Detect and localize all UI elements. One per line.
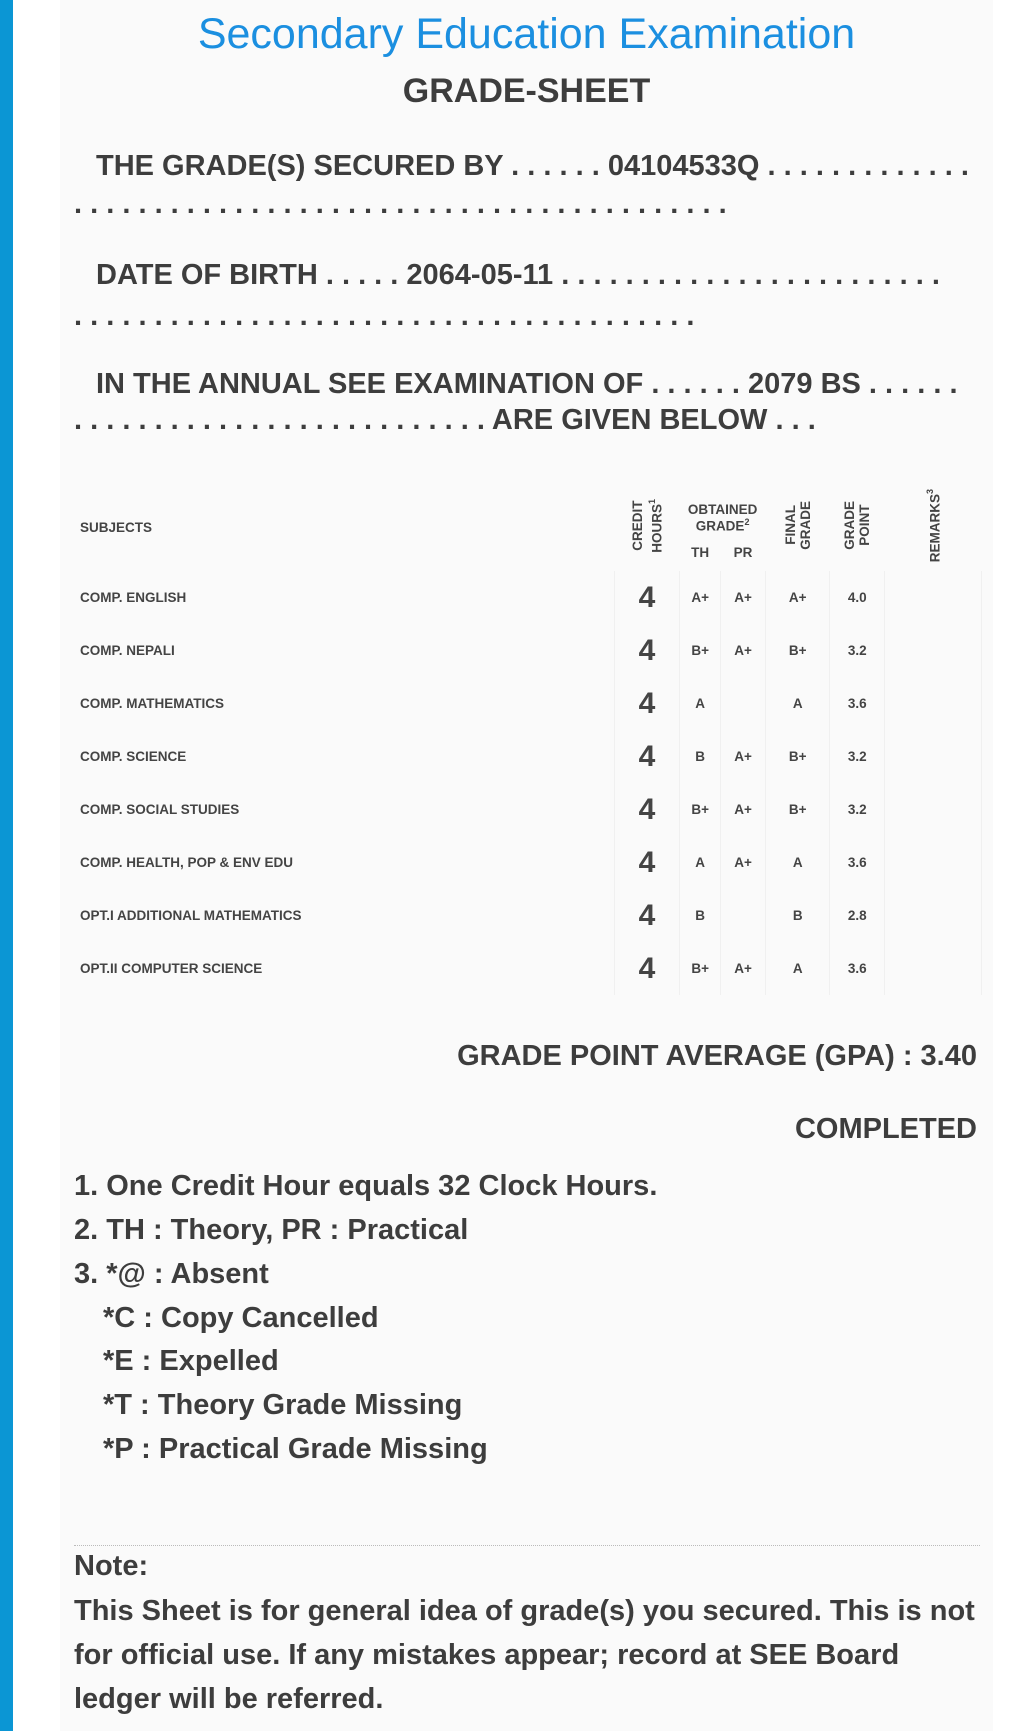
note-label: Note: bbox=[74, 1550, 149, 1582]
grade-point-cell: 3.2 bbox=[830, 730, 885, 783]
credit-hours-cell: 4 bbox=[614, 624, 680, 677]
header-th: TH bbox=[691, 544, 710, 560]
footnote: *T : Theory Grade Missing bbox=[103, 1389, 463, 1421]
footnote: *E : Expelled bbox=[103, 1345, 279, 1377]
header-obtained-grade: OBTAINED GRADE$^2$ bbox=[687, 501, 758, 533]
subject-cell: OPT.I ADDITIONAL MATHEMATICS bbox=[72, 889, 614, 942]
credit-hours-cell: 4 bbox=[614, 942, 680, 995]
header-remarks: REMARKS$^3$ bbox=[925, 488, 943, 563]
note-text: This Sheet is for general idea of grade(s) you secured. This is not for official use. If any mistakes appear; record at SEE Board ledger will be referred. bbox=[74, 1595, 975, 1715]
subject-cell: COMP. SOCIAL STUDIES bbox=[72, 783, 614, 836]
footnote: *P : Practical Grade Missing bbox=[103, 1433, 488, 1465]
exam-line: IN THE ANNUAL SEE EXAMINATION OF . . . . . . 2079 BS . . . . . . bbox=[96, 368, 958, 400]
dob-label: DATE OF BIRTH bbox=[96, 259, 318, 291]
credit-hours-cell: 4 bbox=[614, 836, 680, 889]
practical-grade-cell: A+ bbox=[721, 571, 766, 624]
divider bbox=[74, 1545, 980, 1546]
credit-hours-cell: 4 bbox=[614, 677, 680, 730]
theory-grade-cell: A bbox=[680, 677, 721, 730]
table-row bbox=[72, 624, 982, 677]
theory-grade-cell: A+ bbox=[680, 571, 721, 624]
grade-point-cell: 3.2 bbox=[830, 624, 885, 677]
grade-point-cell: 3.2 bbox=[830, 783, 885, 836]
theory-grade-cell: B bbox=[680, 730, 721, 783]
remarks-cell bbox=[885, 889, 982, 942]
final-grade-cell: A bbox=[765, 836, 829, 889]
footnote: 3. *@ : Absent bbox=[74, 1258, 269, 1290]
header-pr: PR bbox=[733, 544, 753, 560]
final-grade-cell: B bbox=[765, 889, 829, 942]
table-row bbox=[72, 889, 982, 942]
practical-grade-cell: A+ bbox=[721, 730, 766, 783]
remarks-cell bbox=[885, 730, 982, 783]
table-row bbox=[72, 942, 982, 995]
given-below: ARE GIVEN BELOW . . . bbox=[491, 404, 816, 436]
exam-year: 2079 BS bbox=[748, 368, 861, 400]
theory-grade-cell: B bbox=[680, 889, 721, 942]
theory-grade-cell: A bbox=[680, 836, 721, 889]
subject-cell: OPT.II COMPUTER SCIENCE bbox=[72, 942, 614, 995]
credit-hours-cell: 4 bbox=[614, 889, 680, 942]
final-grade-cell: B+ bbox=[765, 730, 829, 783]
gpa-summary: GRADE POINT AVERAGE (GPA) : 3.40 bbox=[457, 1040, 977, 1072]
final-grade-cell: A bbox=[765, 677, 829, 730]
subject-cell: COMP. ENGLISH bbox=[72, 571, 614, 624]
table-row bbox=[72, 730, 982, 783]
final-grade-cell: A+ bbox=[765, 571, 829, 624]
grade-point-cell: 2.8 bbox=[830, 889, 885, 942]
dots: . . . . . . . . . . . . . . . . . . . . . . . . . . . . . . . . . . . . . . . . . bbox=[74, 188, 727, 220]
grade-point-cell: 3.6 bbox=[830, 942, 885, 995]
subject-cell: COMP. NEPALI bbox=[72, 624, 614, 677]
subject-cell: COMP. SCIENCE bbox=[72, 730, 614, 783]
subject-cell: COMP. MATHEMATICS bbox=[72, 677, 614, 730]
theory-grade-cell: B+ bbox=[680, 624, 721, 677]
header-grade-point: GRADE POINT bbox=[842, 501, 873, 550]
left-accent-bar bbox=[0, 0, 13, 1731]
footnote: *C : Copy Cancelled bbox=[103, 1302, 379, 1334]
grade-point-cell: 3.6 bbox=[830, 677, 885, 730]
footnote: 2. TH : Theory, PR : Practical bbox=[74, 1214, 469, 1246]
practical-grade-cell: A+ bbox=[721, 836, 766, 889]
final-grade-cell: A bbox=[765, 942, 829, 995]
footnote: 1. One Credit Hour equals 32 Clock Hours. bbox=[74, 1170, 658, 1202]
symbol-number: 04104533Q bbox=[607, 150, 760, 182]
secured-by-line: THE GRADE(S) SECURED BY . . . . . . 04104533Q . . . . . . . . . . . . . bbox=[96, 150, 969, 182]
grade-sheet-card bbox=[60, 0, 993, 1731]
page-title: Secondary Education Examination bbox=[197, 10, 856, 58]
practical-grade-cell: A+ bbox=[721, 624, 766, 677]
grades-table bbox=[72, 483, 982, 995]
credit-hours-cell: 4 bbox=[614, 783, 680, 836]
remarks-cell bbox=[885, 677, 982, 730]
credit-hours-cell: 4 bbox=[614, 730, 680, 783]
header-credit-hours: CREDIT HOURS$^1$ bbox=[629, 498, 665, 553]
subject-cell: COMP. HEALTH, POP & ENV EDU bbox=[72, 836, 614, 889]
grade-point-cell: 3.6 bbox=[830, 836, 885, 889]
header-final-grade: FINAL GRADE bbox=[782, 501, 813, 550]
exam-label: IN THE ANNUAL SEE EXAMINATION OF bbox=[96, 368, 644, 400]
practical-grade-cell: A+ bbox=[721, 942, 766, 995]
final-grade-cell: B+ bbox=[765, 783, 829, 836]
secured-label: THE GRADE(S) SECURED BY bbox=[96, 150, 504, 182]
grade-point-cell: 4.0 bbox=[830, 571, 885, 624]
table-row bbox=[72, 783, 982, 836]
dob-line: DATE OF BIRTH . . . . . 2064-05-11 . . . . . . . . . . . . . . . . . . . . . . . . bbox=[96, 259, 940, 291]
theory-grade-cell: B+ bbox=[680, 942, 721, 995]
remarks-cell bbox=[885, 942, 982, 995]
dots: . . . . . . . . . . . . . . . . . . . . . . . . . . . . . . . . . . . . . . . bbox=[74, 300, 695, 332]
dob-value: 2064-05-11 bbox=[406, 259, 554, 291]
remarks-cell bbox=[885, 571, 982, 624]
practical-grade-cell bbox=[721, 889, 766, 942]
practical-grade-cell bbox=[721, 677, 766, 730]
practical-grade-cell: A+ bbox=[721, 783, 766, 836]
result-status: COMPLETED bbox=[794, 1113, 977, 1145]
final-grade-cell: B+ bbox=[765, 624, 829, 677]
header-subjects: SUBJECTS bbox=[80, 519, 153, 535]
given-below-line: . . . . . . . . . . . . . . . . . . . . . . . . . . ARE GIVEN BELOW . . . bbox=[74, 404, 816, 436]
theory-grade-cell: B+ bbox=[680, 783, 721, 836]
page-subtitle: GRADE-SHEET bbox=[402, 72, 651, 110]
remarks-cell bbox=[885, 624, 982, 677]
table-row bbox=[72, 677, 982, 730]
table-row bbox=[72, 571, 982, 624]
remarks-cell bbox=[885, 836, 982, 889]
remarks-cell bbox=[885, 783, 982, 836]
table-row bbox=[72, 836, 982, 889]
credit-hours-cell: 4 bbox=[614, 571, 680, 624]
